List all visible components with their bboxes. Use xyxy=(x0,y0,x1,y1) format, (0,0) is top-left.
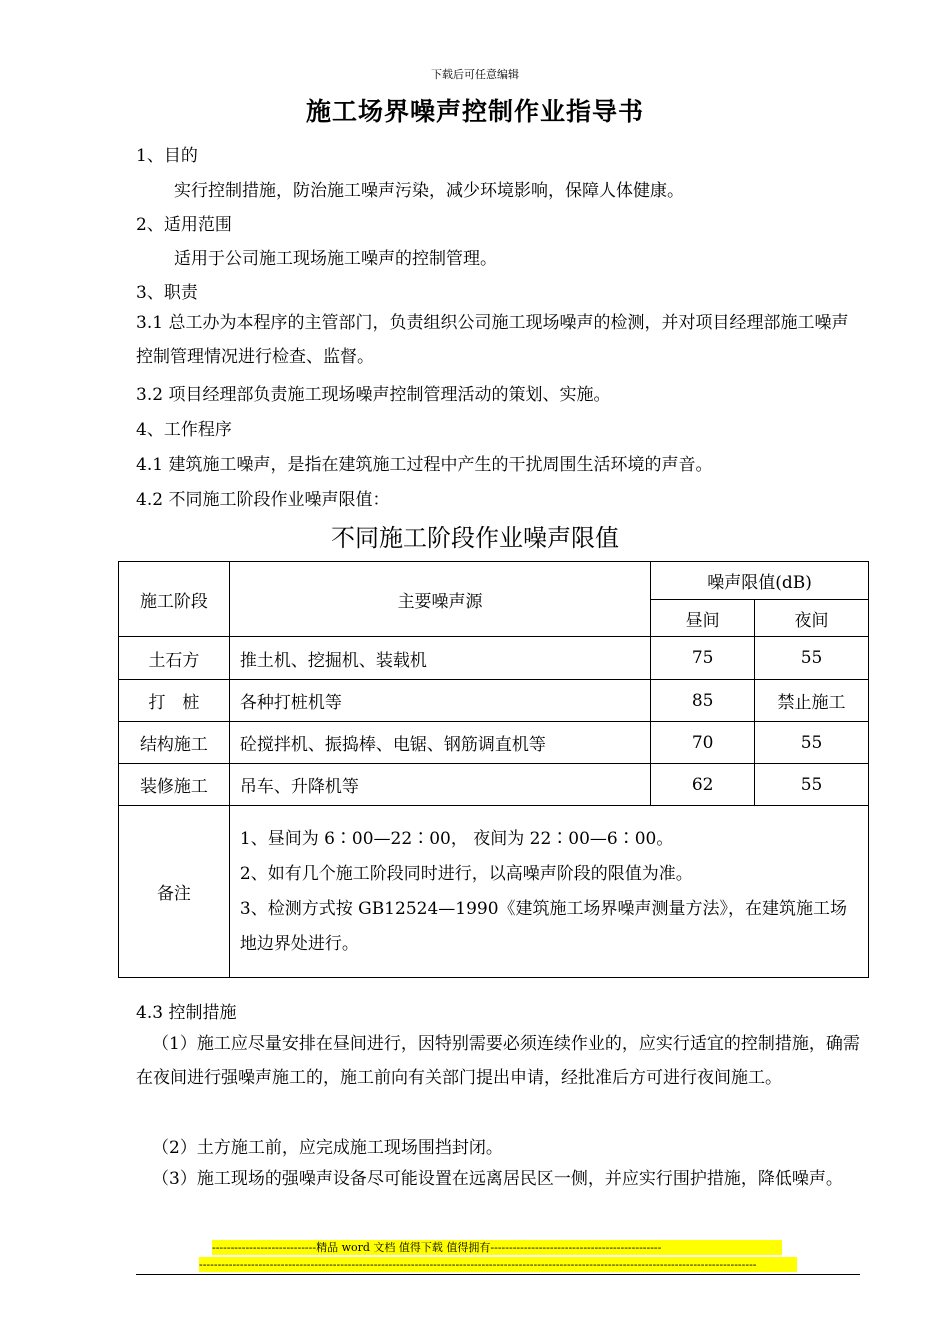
row-day: 62 xyxy=(651,764,755,806)
row-stage: 打 桩 xyxy=(119,680,230,722)
section-3-2-text: 3.2 项目经理部负责施工现场噪声控制管理活动的策划、实施。 xyxy=(136,385,611,405)
footer-dash-line: ------------------------------------------------------------------------------------------------------------------------------------------------------ xyxy=(199,1257,797,1272)
section-4-heading: 4、工作程序 xyxy=(136,420,232,440)
row-day: 70 xyxy=(651,722,755,764)
row-night: 55 xyxy=(755,722,869,764)
notes-row xyxy=(119,806,869,978)
header-limit: 噪声限值(dB) xyxy=(651,562,869,600)
table-row xyxy=(119,680,869,722)
section-3-heading: 3、职责 xyxy=(136,283,198,303)
row-source: 各种打桩机等 xyxy=(229,680,650,722)
notes-cell xyxy=(229,806,868,978)
note-item: 3、检测方式按 GB12524—1990《建筑施工场界噪声测量方法》，在建筑施工场地边界处进行。 xyxy=(239,898,848,954)
section-2-text: 适用于公司施工现场施工噪声的控制管理。 xyxy=(174,249,497,269)
section-2-heading: 2、适用范围 xyxy=(136,215,232,235)
row-day: 75 xyxy=(651,637,755,680)
measure-2: （2）土方施工前，应完成施工现场围挡封闭。 xyxy=(152,1138,503,1158)
footer-divider xyxy=(136,1274,860,1275)
row-day: 85 xyxy=(651,680,755,722)
section-1-heading: 1、目的 xyxy=(136,146,198,166)
header-night: 夜间 xyxy=(755,600,869,637)
header-day: 昼间 xyxy=(651,600,755,637)
table-title: 不同施工阶段作业噪声限值 xyxy=(331,524,619,552)
section-3-1-text: 3.1 总工办为本程序的主管部门，负责组织公司施工现场噪声的检测，并对项目经理部施工噪声控制管理情况进行检查、监督。 xyxy=(136,313,849,367)
table-row xyxy=(119,764,869,806)
header-source: 主要噪声源 xyxy=(229,562,650,637)
row-source: 吊车、升降机等 xyxy=(229,764,650,806)
row-night: 55 xyxy=(755,764,869,806)
row-stage: 土石方 xyxy=(119,637,230,680)
row-night: 禁止施工 xyxy=(755,680,869,722)
note-item: 1、昼间为 6∶00—22∶00， 夜间为 22∶00—6∶00。 xyxy=(239,828,674,849)
footer-banner: ----------------------------精品 word 文档 值得下载 值得拥有---------------------------------------------- xyxy=(212,1240,782,1255)
row-stage: 结构施工 xyxy=(119,722,230,764)
section-4-2-text: 4.2 不同施工阶段作业噪声限值： xyxy=(136,490,390,510)
section-1-text: 实行控制措施，防治施工噪声污染，减少环境影响，保障人体健康。 xyxy=(174,181,684,201)
row-night: 55 xyxy=(755,637,869,680)
noise-limit-table xyxy=(118,561,869,978)
notes-label: 备注 xyxy=(119,806,230,978)
row-stage: 装修施工 xyxy=(119,764,230,806)
measure-1: （1）施工应尽量安排在昼间进行，因特别需要必须连续作业的，应实行适宜的控制措施，确需在夜间进行强噪声施工的，施工前向有关部门提出申请，经批准后方可进行夜间施工。 xyxy=(136,1034,860,1088)
row-source: 砼搅拌机、振捣棒、电锯、钢筋调直机等 xyxy=(229,722,650,764)
section-4-3-heading: 4.3 控制措施 xyxy=(136,1003,237,1023)
page-title: 施工场界噪声控制作业指导书 xyxy=(305,97,644,126)
header-note: 下载后可任意编辑 xyxy=(431,68,519,81)
measure-3: （3）施工现场的强噪声设备尽可能设置在远离居民区一侧，并应实行围护措施，降低噪声。 xyxy=(152,1169,843,1189)
section-4-1-text: 4.1 建筑施工噪声，是指在建筑施工过程中产生的干扰周围生活环境的声音。 xyxy=(136,455,713,475)
header-stage: 施工阶段 xyxy=(119,562,230,637)
note-item: 2、如有几个施工阶段同时进行，以高噪声阶段的限值为准。 xyxy=(239,863,693,884)
table-row xyxy=(119,637,869,680)
table-row xyxy=(119,722,869,764)
row-source: 推土机、挖掘机、装载机 xyxy=(229,637,650,680)
